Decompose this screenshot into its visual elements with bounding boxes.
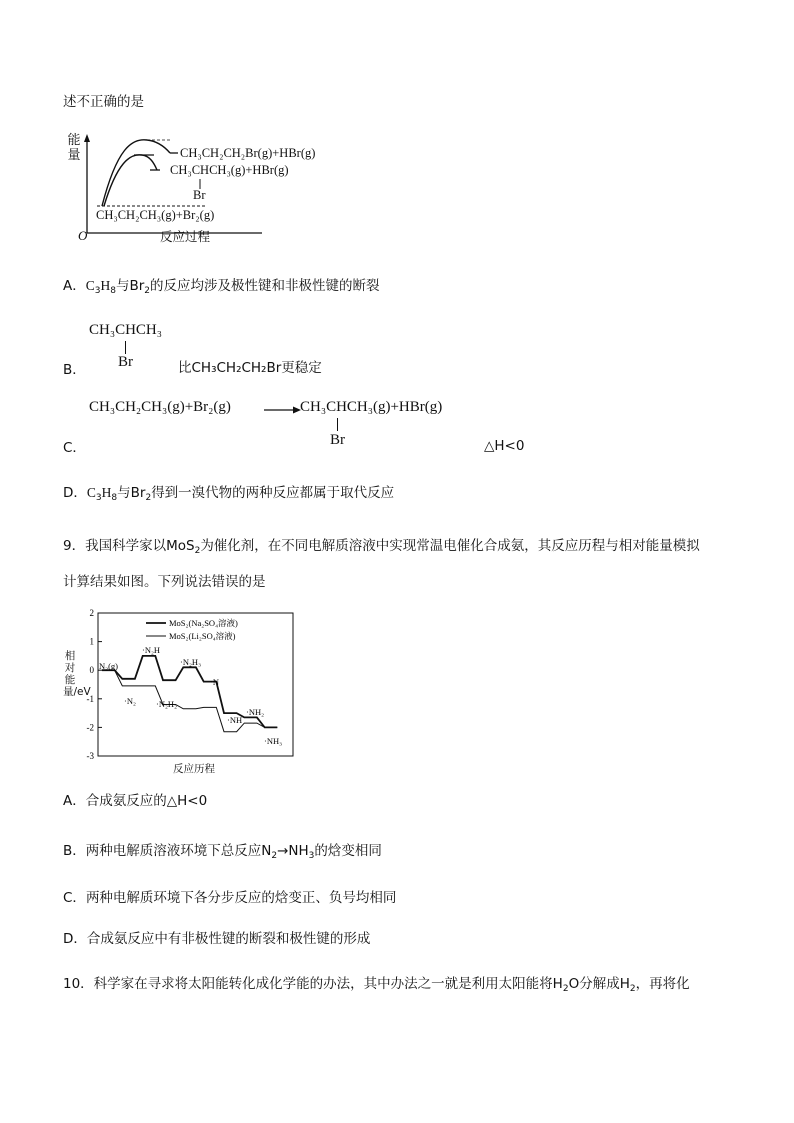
q8-b-structure-br: Br <box>118 354 133 370</box>
chart-y-label: 相对能量/eV <box>63 650 91 698</box>
q9-stem-line2: 计算结果如图。下列说法错误的是 <box>63 574 266 590</box>
q10-stem: 10．科学家在寻求将太阳能转化成化学能的办法，其中办法之一就是利用太阳能将$H_2O$分解成$H_2$，再将化 <box>63 976 690 994</box>
product1-label: CH₃CH₂CH₂Br(g)+HBr(g) <box>180 146 316 160</box>
annot-n2h2: ·N₂H₂ <box>156 699 178 709</box>
origin-label: O <box>78 228 88 243</box>
q8-option-c-dh: △H<0 <box>484 438 525 454</box>
annot-n2: ·N₂ <box>124 696 136 706</box>
energy-profile-chart <box>78 605 303 775</box>
q9-option-c: C．两种电解质环境下各分步反应的焓变正、负号均相同 <box>63 890 397 906</box>
q8-option-b-label: B． <box>63 362 86 378</box>
q8-c-eq-left: CH₃CH₂CH₃(g)+Br₂(g) <box>89 399 231 415</box>
annot-n2g: N₂(g) <box>99 661 119 671</box>
y-tick-label: 2 <box>89 608 94 618</box>
y-tick-label: -2 <box>86 722 94 733</box>
annot-n: ·N <box>210 677 219 687</box>
q8-c-br: Br <box>330 432 345 448</box>
annot-nh: ·NH <box>227 715 243 725</box>
q8-b-bond <box>125 341 126 354</box>
product2-br-label: Br <box>193 188 206 202</box>
q8-option-c-label: C． <box>63 440 86 456</box>
annot-nh3: ·NH₃ <box>264 736 283 746</box>
y-tick-label: 0 <box>89 665 94 676</box>
y-tick-label: -3 <box>86 751 94 761</box>
annot-n2h: ·N₂H <box>142 645 161 655</box>
reaction-arrow-icon <box>264 404 302 416</box>
legend-li: MoS₂(Li₂SO₄溶液) <box>169 631 236 641</box>
y-axis-label: 能量 <box>67 133 81 163</box>
q8-c-eq-right: CH₃CHCH₃(g)+HBr(g) <box>300 399 443 415</box>
reactants-label: CH₃CH₂CH₃(g)+Br₂(g) <box>96 208 215 222</box>
q8-b-structure-top: CH₃CHCH₃ <box>89 322 162 338</box>
q9-option-a: A．合成氨反应的△H<0 <box>63 793 208 809</box>
q8-c-bond <box>337 418 338 431</box>
intro-text: 述不正确的是 <box>63 94 144 110</box>
y-tick-label: -1 <box>86 693 94 704</box>
annot-nh2: ·NH₂ <box>246 707 265 717</box>
annot-n2h3: ·N₂H₃ <box>180 657 202 667</box>
q9-option-b: B．两种电解质溶液环境下总反应$N_2\to NH_3$的焓变相同 <box>63 843 382 861</box>
legend-na: MoS₂(Na₂SO₄溶液) <box>169 618 238 628</box>
q8-option-b-text: 比CH₃CH₂CH₂Br更稳定 <box>178 360 322 376</box>
q8-option-a: A．$C_3H_8$与$Br_2$的反应均涉及极性键和非极性键的断裂 <box>63 278 380 296</box>
product2-label: CH₃CHCH₃(g)+HBr(g) <box>170 163 289 177</box>
y-tick-label: 1 <box>89 636 94 647</box>
q9-stem-line1: 9．我国科学家以MoS$_2$为催化剂，在不同电解质溶液中实现常温电催化合成氨，其反应历程与相对能量模拟 <box>63 538 700 556</box>
chart-x-label: 反应历程 <box>173 763 215 775</box>
q8-option-d: D．$C_3H_8$与$Br_2$得到一溴代物的两种反应都属于取代反应 <box>63 485 395 503</box>
x-axis-label: 反应过程 <box>160 229 211 244</box>
q9-option-d: D．合成氨反应中有非极性键的断裂和极性键的形成 <box>63 931 371 947</box>
